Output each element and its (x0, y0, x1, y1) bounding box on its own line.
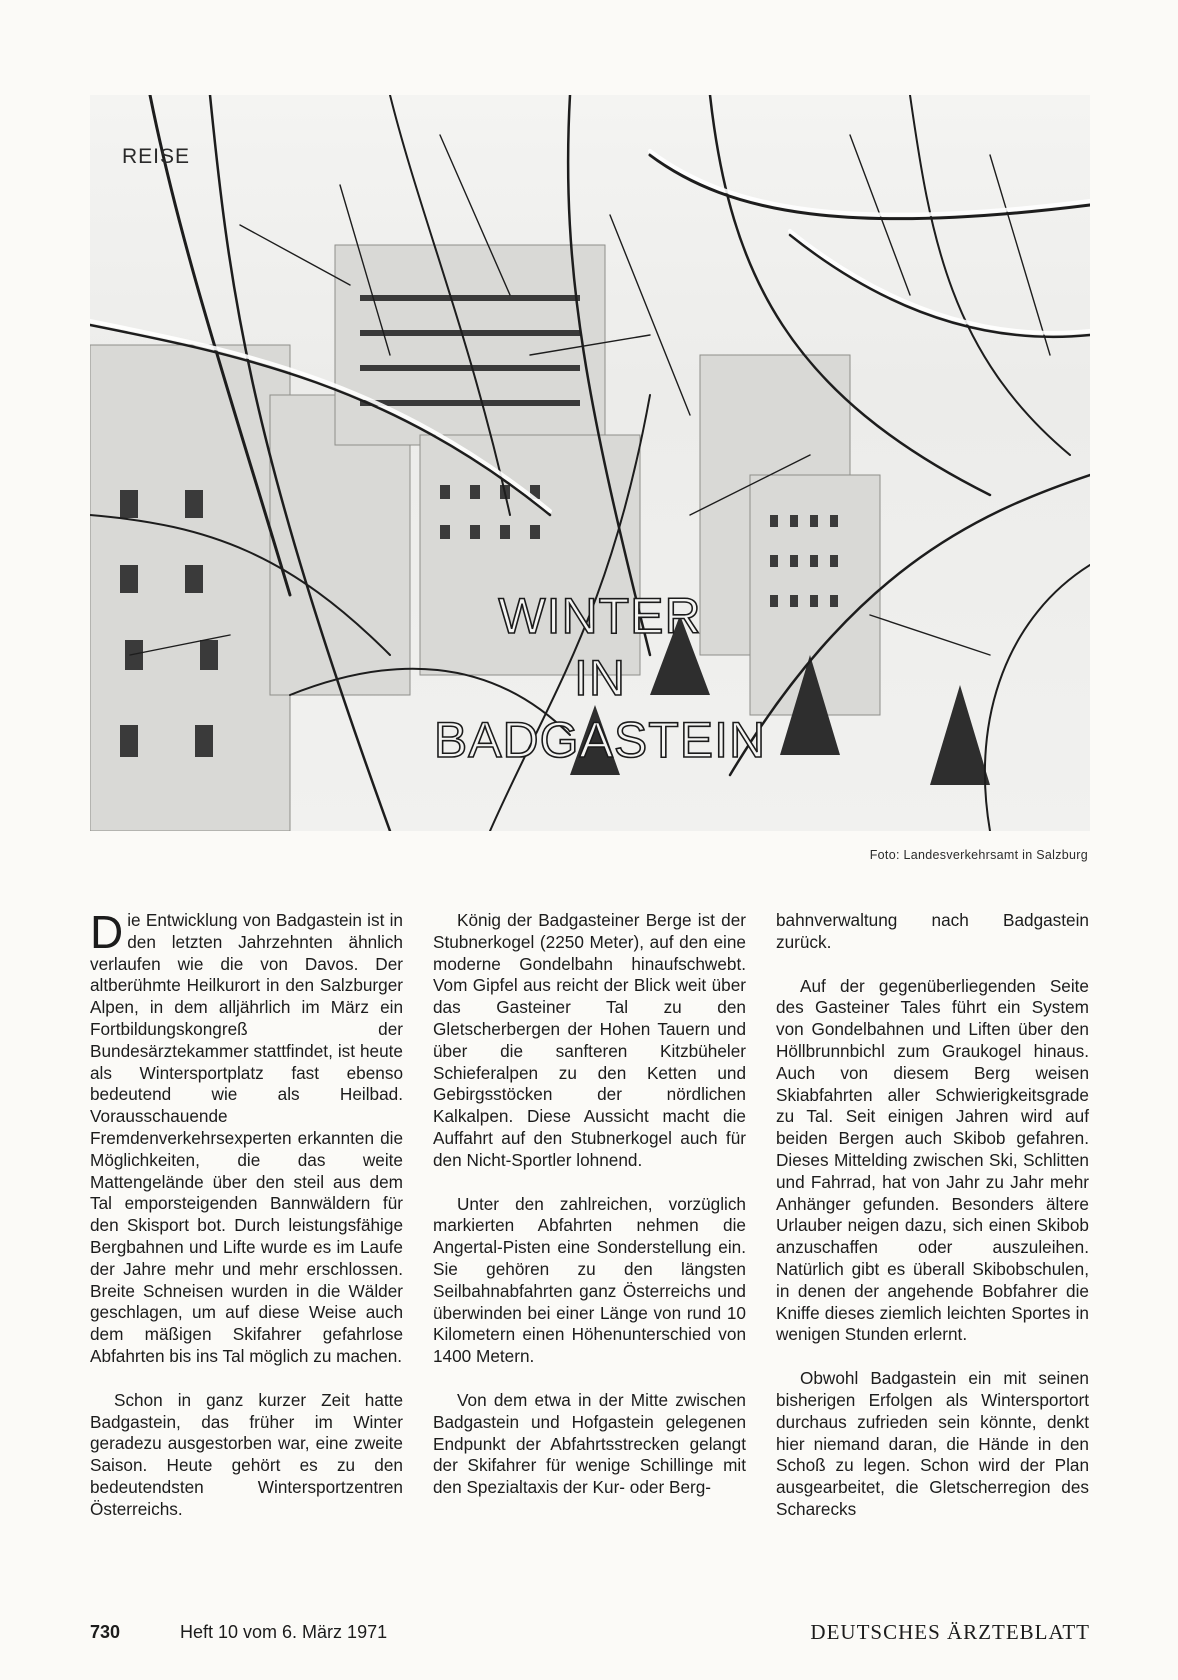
article-column (776, 910, 1089, 1600)
paragraph: König der Badgasteiner Berge ist der Stubnerkogel (2250 Meter), auf den eine moderne Gondelbahn hinaufschwebt. Vom Gipfel aus reicht der Blick weit über das Gasteiner Tal zu den Gletscherbergen der Hohen Tauern und über die sanfteren Kitzbüheler Schieferalpen zu den Ketten und Gebirgsstöcken der nördlichen Kalkalpen. Diese Aussicht macht die Auffahrt auf den Stubnerkogel auch für den Nicht-Sportler lohnend. (433, 910, 746, 1170)
article-column (90, 906, 403, 1600)
headline (380, 585, 820, 771)
section-label: REISE (122, 145, 191, 168)
page-number: 730 (90, 1622, 121, 1642)
headline-line: IN (574, 650, 626, 706)
paragraph: bahnverwaltung nach Badgastein zurück. (776, 910, 1089, 952)
headline-line: WINTER (498, 588, 702, 644)
issue-info: Heft 10 vom 6. März 1971 (180, 1622, 388, 1642)
dropcap: D (90, 906, 124, 958)
photo-credit: Foto: Landesverkehrsamt in Salzburg (869, 848, 1088, 862)
paragraph: Unter den zahlreichen, vorzüglich markierten Abfahrten nehmen die Angertal-Pisten eine Sonderstellung ein. Sie gehören zu den längsten Seilbahnabfahrten ganz Österreichs und überwinden bei einer Länge von rund 10 Kilometern einen Höhenunterschied von 1400 Metern. (433, 1193, 746, 1367)
paragraph: Schon in ganz kurzer Zeit hatte Badgastein, das früher im Winter geradezu ausgestorben war, eine zweite Saison. Heute gehört es zu den bedeutendsten Wintersportzentren Österreichs. (90, 1389, 403, 1519)
paragraph: Obwohl Badgastein ein mit seinen bisherigen Erfolgen als Wintersportort durchaus zufrieden sein könnte, denkt hier niemand daran, die Hände in den Schoß zu legen. Schon wird der Plan ausgearbeitet, die Gletscherregion des Scharecks (776, 1368, 1089, 1519)
page-footer (90, 1622, 1090, 1650)
headline-line: BADGASTEIN (433, 712, 767, 768)
paragraph: Auf der gegenüberliegenden Seite des Gasteiner Tales führt ein System von Gondelbahnen und Liften über den Höllbrunnbichl zum Graukogel hinaus. Auch von diesem Berg weisen Skiabfahrten aller Schwierigkeitsgrade zu Tal. Seit einigen Jahren wird auf beiden Bergen auch Skibob gefahren. Dieses Mittelding zwischen Ski, Schlitten und Fahrrad, hat von Jahr zu Jahr mehr Anhänger gefunden. Besonders ältere Urlauber neigen dazu, sich einen Skibob anzuschaffen oder auszuleihen. Natürlich gibt es überall Skibobschulen, in denen der angehende Bobfahrer die Kniffe dieses ziemlich leichten Sportes in wenigen Stunden erlernt. (776, 975, 1089, 1345)
paragraph: Von dem etwa in der Mitte zwischen Badgastein und Hofgastein gelegenen Endpunkt der Abfahrtsstrecken gelangt der Skifahrer für wenige Schillinge mit den Spezialtaxis der Kur- oder Berg- (433, 1389, 746, 1498)
paragraph-text: ie Entwicklung von Badgastein ist in den letzten Jahrzehnten ähnlich verlaufen wie die von Davos. Der altberühmte Heilkurort in den Salzburger Alpen, in dem alljährlich im März ein Fortbildungskongreß der Bundesärztekammer stattfindet, ist heute als Wintersportplatz fast ebenso bedeutend wie als Heilbad. Vorausschauende Fremdenverkehrsexperten erkannten die Möglichkeiten, die das weite Mattengelände über den steil aus dem Tal emporsteigenden Bannwäldern für den Skisport bot. Durch leistungsfähige Bergbahnen und Lifte wurde es im Laufe der Jahre mehr und mehr erschlossen. Breite Schneisen wurden in die Wälder geschlagen, um auf diese Weise auch dem mäßigen Skifahrer gefahrlose Abfahrten bis ins Tal möglich zu machen. (90, 910, 403, 1366)
article-body (90, 906, 1090, 1600)
article-column (433, 910, 746, 1600)
building-hotel-top (335, 245, 605, 445)
paragraph (90, 906, 403, 1368)
journal-name: DEUTSCHES ÄRZTEBLATT (810, 1620, 1090, 1644)
